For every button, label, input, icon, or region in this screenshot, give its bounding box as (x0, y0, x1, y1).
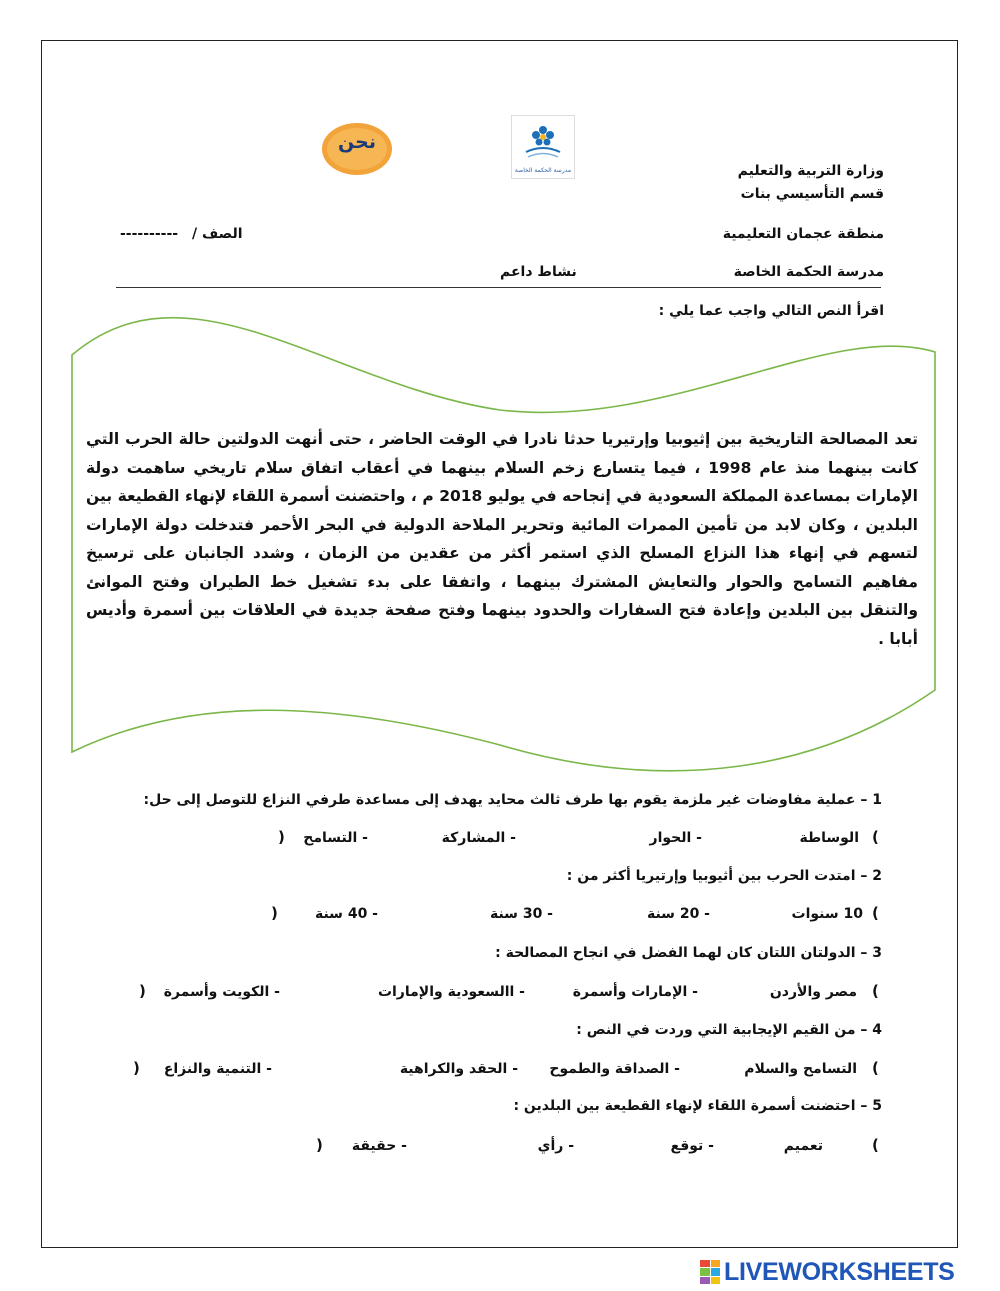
q5-option-1[interactable]: تعميم (783, 1138, 823, 1154)
q2-open-paren: ( (872, 904, 879, 922)
q1-close-paren: ) (278, 828, 285, 846)
q2-close-paren: ) (271, 904, 278, 922)
zone-label: منطقة عجمان التعليمية (722, 226, 884, 242)
q5-option-2[interactable]: - توقع (670, 1138, 714, 1154)
q5-close-paren: ) (316, 1136, 323, 1154)
q4-option-1[interactable]: التسامح والسلام (744, 1061, 857, 1077)
q3-option-2[interactable]: - الإمارات وأسمرة (572, 984, 698, 1000)
department-label: قسم التأسيسي بنات (740, 186, 884, 202)
school-logo-caption: مدرسة الحكمة الخاصة (514, 167, 572, 174)
question-3: 3 – الدولتان اللتان كان لهما الفضل في انجاح المصالحة : (495, 945, 882, 961)
q3-close-paren: ) (139, 982, 146, 1000)
q3-option-3[interactable]: - االسعودية والإمارات (377, 984, 525, 1000)
ministry-label: وزارة التربية والتعليم (737, 163, 884, 179)
liveworksheets-wordmark: LIVEWORKSHEETS (724, 1257, 955, 1286)
school-name: مدرسة الحكمة الخاصة (733, 264, 884, 280)
q4-option-4[interactable]: - التنمية والنزاع (163, 1061, 272, 1077)
q1-option-1[interactable]: الوساطة (799, 830, 859, 846)
q2-option-3[interactable]: - 30 سنة (489, 906, 553, 922)
class-label: الصف / (192, 226, 243, 242)
question-4: 4 – من القيم الإيجابية التي وردت في النص : (576, 1022, 882, 1038)
q1-option-2[interactable]: - الحوار (649, 830, 702, 846)
q4-close-paren: ) (133, 1059, 140, 1077)
q1-option-4[interactable]: - التسامح (303, 830, 368, 846)
q2-option-4[interactable]: - 40 سنة (314, 906, 378, 922)
q3-option-1[interactable]: مصر والأردن (769, 984, 857, 1000)
question-2: 2 – امتدت الحرب بين أثيوبيا وإرتيريا أكثر من : (566, 868, 882, 884)
nahnu-logo-word: نحن (338, 131, 376, 153)
liveworksheets-logo-icon (700, 1260, 720, 1284)
q4-option-3[interactable]: - الحقد والكراهية (399, 1061, 518, 1077)
q3-open-paren: ( (872, 982, 879, 1000)
question-1: 1 – عملية مفاوضات غير ملزمة يقوم بها طرف ثالث محايد يهدف إلى مساعدة طرفي النزاع للتوصل إلى حل: (143, 792, 882, 808)
q4-open-paren: ( (872, 1059, 879, 1077)
q1-option-3[interactable]: - المشاركة (441, 830, 516, 846)
liveworksheets-brand[interactable] (700, 1258, 955, 1286)
q3-option-4[interactable]: - الكويت وأسمرة (163, 984, 280, 1000)
instruction-text: اقرأ النص التالي واجب عما يلي : (658, 303, 884, 319)
q5-option-4[interactable]: - حقيقة (351, 1138, 407, 1154)
q2-option-1[interactable]: 10 سنوات (791, 906, 863, 922)
q4-option-2[interactable]: - الصداقة والطموح (549, 1061, 680, 1077)
q1-open-paren: ( (872, 828, 879, 846)
q5-open-paren: ( (872, 1136, 879, 1154)
q2-option-2[interactable]: - 20 سنة (646, 906, 710, 922)
q5-option-3[interactable]: - رأي (537, 1138, 574, 1154)
class-blank[interactable]: ---------- (120, 226, 179, 242)
question-5: 5 – احتضنت أسمرة اللقاء لإنهاء القطيعة بين البلدين : (513, 1098, 882, 1114)
activity-label: نشاط داعم (500, 264, 577, 280)
reading-passage: تعد المصالحة التاريخية بين إثيوبيا وإرتيريا حدثا نادرا في الوقت الحاضر ، حتى أنهت الدولتين حالة الحرب التي كانت بينهما منذ عام 1998 ، فيما يتسارع زخم السلام بينهما في أعقاب اتفاق سلام تاريخي ساهمت دولة الإمارات بمساعدة المملكة السعودية في إنجاحه في يوليو 2018 م ، واحتضنت أسمرة اللقاء لإنهاء القطيعة بين البلدين ، وكان لابد من تأمين الممرات المائية وتحرير الملاحة الدولية في البحر الأحمر فتدخلت دولة الإمارات لتسهم في إنهاء هذا النزاع المسلح الذي استمر أكثر من عقدين من الزمان ، وشدد الجانبان على ترسيخ مفاهيم التسامح والحوار والتعايش المشترك بينهما ، واتفقا على بدء تشغيل خط الطيران وفتح الموانئ والتنقل بين البلدين وإعادة فتح السفارات والحدود بينهما وفتح صفحة جديدة في العلاقات بين أسمرة وأديس أبابا . (86, 430, 918, 648)
